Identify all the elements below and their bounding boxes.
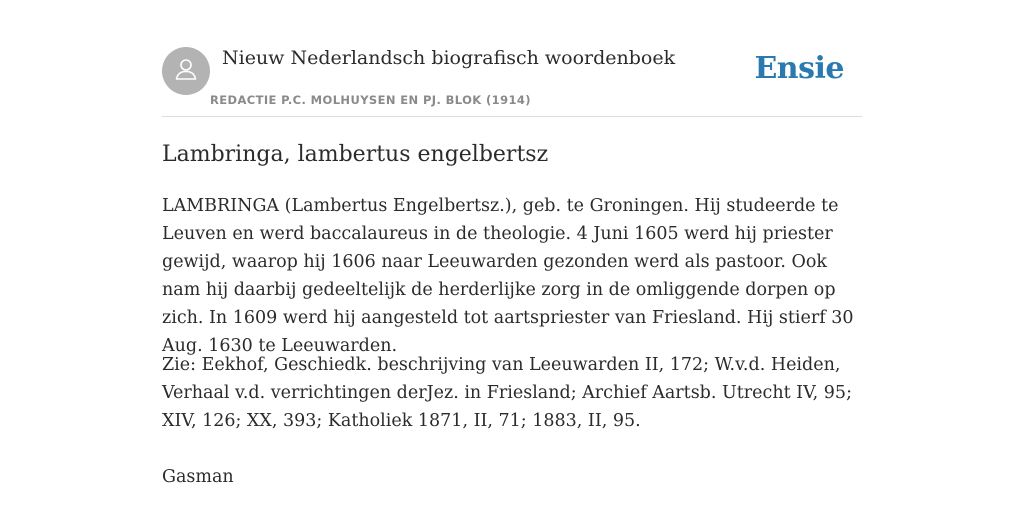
source-header (162, 0, 862, 117)
book-editors: REDACTIE P.C. MOLHUYSEN EN PJ. BLOK (1914) (210, 93, 531, 107)
user-icon (173, 56, 199, 86)
avatar[interactable] (162, 47, 210, 95)
page (162, 0, 862, 487)
entry-title: Lambringa, lambertus engelbertsz (162, 142, 549, 167)
book-title[interactable]: Nieuw Nederlandsch biografisch woordenboek (222, 47, 676, 69)
entry-author: Gasman (162, 467, 234, 487)
entry-body-paragraph: LAMBRINGA (Lambertus Engelbertsz.), geb. te Groningen. Hij studeerde te Leuven en werd baccalaureus in de theologie. 4 Juni 1605 werd hij priester gewijd, waarop hij 1606 naar Leeuwarden gezonden werd als pastoor. Ook nam hij daarbij gedeeltelijk de herderlijke zorg in de omliggende dorpen op zich. In 1609 werd hij aangesteld tot aartspriester van Friesland. Hij stierf 30 Aug. 1630 te Leeuwarden. (162, 196, 854, 356)
ensie-logo-link[interactable]: Ensie (754, 51, 844, 86)
entry-sources-paragraph: Zie: Eekhof, Geschiedk. beschrijving van Leeuwarden II, 172; W.v.d. Heiden, Verhaal v.d. verrichtingen derJez. in Friesland; Archief Aartsb. Utrecht IV, 95; XIV, 126; XX, 393; Katholiek 1871, II, 71; 1883, II, 95. (162, 355, 852, 431)
